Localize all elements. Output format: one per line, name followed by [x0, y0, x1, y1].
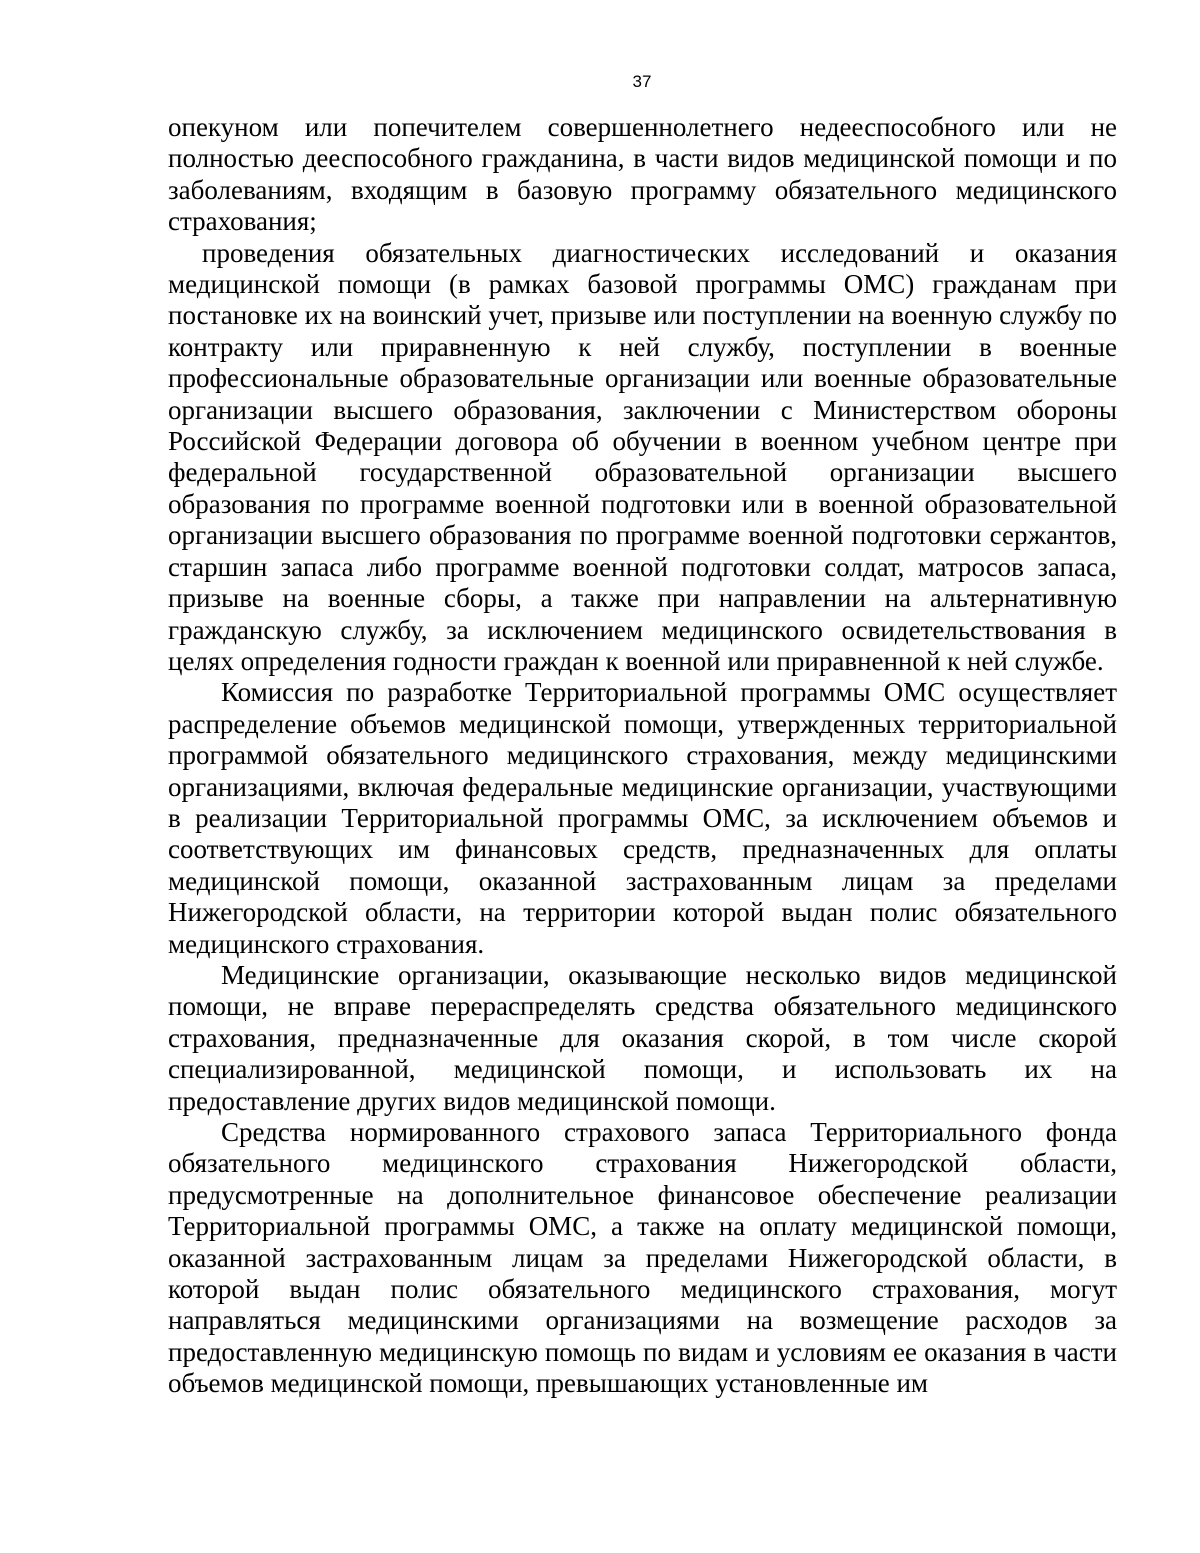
paragraph-continuation: опекуном или попечителем совершеннолетнего недееспособного или не полностью дееспособного гражданина, в части видов медицинской помощи и по заболеваниям, входящим в базовую программу обязательного медицинского страхования;	[168, 112, 1117, 237]
paragraph-military-registration: проведения обязательных диагностических исследований и оказания медицинской помощи (в рамках базовой программы ОМС) гражданам при постановке их на воинский учет, призыве или поступлении на военную службу по контракту или приравненную к ней службу, поступлении в военные профессиональные образовательные организации или военные образовательные организации высшего образования, заключении с Министерством обороны Российской Федерации договора об обучении в военном учебном центре при федеральной государственной образовательной организации высшего образования по программе военной подготовки или в военной образовательной организации высшего образования по программе военной подготовки сержантов, старшин запаса либо программе военной подготовки солдат, матросов запаса, призыве на военные сборы, а также при направлении на альтернативную гражданскую службу, за исключением медицинского освидетельствования в целях определения годности граждан к военной или приравненной к ней службе.	[168, 237, 1117, 676]
paragraph-commission-distribution: Комиссия по разработке Территориальной программы ОМС осуществляет распределение объемов медицинской помощи, утвержденных территориальной программой обязательного медицинского страхования, между медицинскими организациями, включая федеральные медицинские организации, участвующими в реализации Территориальной программы ОМС, за исключением объемов и соответствующих им финансовых средств, предназначенных для оплаты медицинской помощи, оказанной застрахованным лицам за пределами Нижегородской области, на территории которой выдан полис обязательного медицинского страхования.	[168, 677, 1117, 959]
paragraph-insurance-reserve: Средства нормированного страхового запаса Территориального фонда обязательного медицинского страхования Нижегородской области, предусмотренные на дополнительное финансовое обеспечение реализации Территориальной программы ОМС, а также на оплату медицинской помощи, оказанной застрахованным лицам за пределами Нижегородской области, в которой выдан полис обязательного медицинского страхования, могут направляться медицинскими организациями на возмещение расходов за предоставленную медицинскую помощь по видам и условиям ее оказания в части объемов медицинской помощи, превышающих установленные им	[168, 1117, 1117, 1399]
page-number: 37	[632, 72, 652, 91]
document-body	[168, 112, 1117, 1400]
paragraph-emergency-funds: Медицинские организации, оказывающие несколько видов медицинской помощи, не вправе перераспределять средства обязательного медицинского страхования, предназначенные для оказания скорой, в том числе скорой специализированной, медицинской помощи, и использовать их на предоставление других видов медицинской помощи.	[168, 959, 1117, 1116]
